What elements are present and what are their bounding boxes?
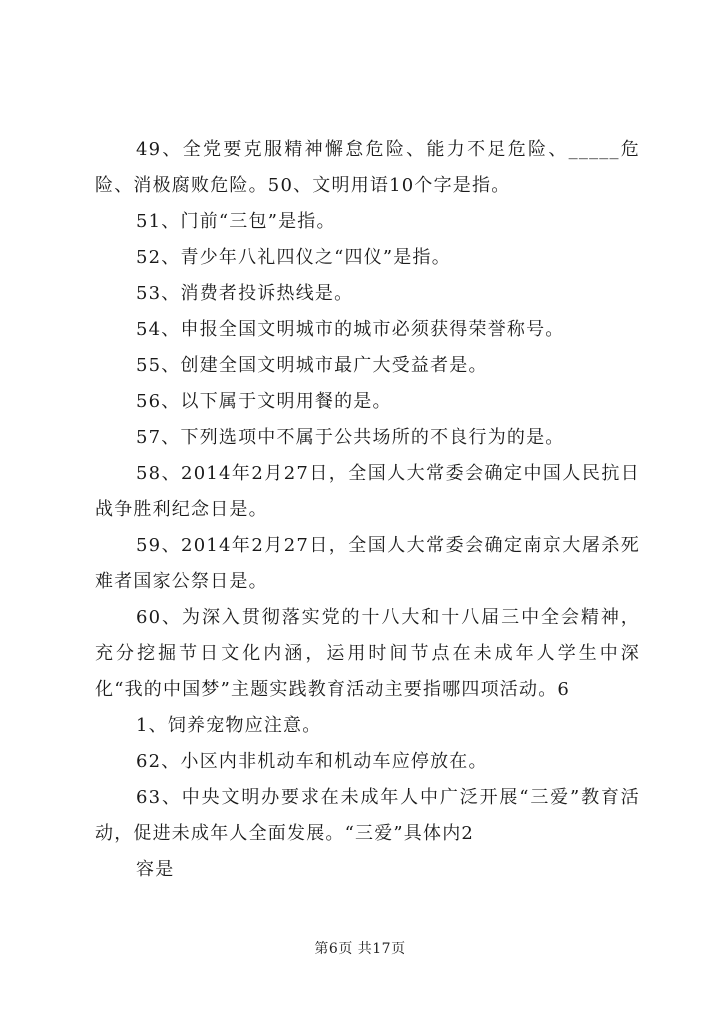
paragraph-60: 60、为深入贯彻落实党的十八大和十八届三中全会精神，充分挖掘节日文化内涵，运用时间节点在未成年人学生中深化“我的中国梦”主题实践教育活动主要指哪四项活动。6 (95, 607, 640, 700)
paragraph-63-continued: 容是 (136, 859, 175, 880)
paragraph-55: 55、创建全国文明城市最广大受益者是。 (136, 355, 488, 376)
paragraph-61: 1、饲养宠物应注意。 (136, 715, 322, 736)
document-body (95, 132, 640, 888)
paragraph-56: 56、以下属于文明用餐的是。 (136, 391, 392, 412)
paragraph-59: 59、2014年2月27日，全国人大常委会确定南京大屠杀死难者国家公祭日是。 (95, 535, 640, 592)
paragraph-54: 54、申报全国文明城市的城市必须获得荣誉称号。 (136, 319, 565, 340)
paragraph-49-50: 49、全党要克服精神懈怠危险、能力不足危险、_____危险、消极腐败危险。50、文明用语10个字是指。 (95, 139, 640, 196)
page-number-footer: 第6页 共17页 (314, 941, 406, 957)
paragraph-51: 51、门前“三包”是指。 (136, 211, 336, 232)
paragraph-52: 52、青少年八礼四仪之“四仪”是指。 (136, 247, 451, 268)
paragraph-63: 63、中央文明办要求在未成年人中广泛开展“三爱”教育活动，促进未成年人全面发展。“三爱”具体内2 (95, 787, 640, 844)
paragraph-62: 62、小区内非机动车和机动车应停放在。 (136, 751, 488, 772)
paragraph-57: 57、下列选项中不属于公共场所的不良行为的是。 (136, 427, 565, 448)
paragraph-58: 58、2014年2月27日，全国人大常委会确定中国人民抗日战争胜利纪念日是。 (95, 463, 640, 520)
paragraph-53: 53、消费者投诉热线是。 (136, 283, 354, 304)
